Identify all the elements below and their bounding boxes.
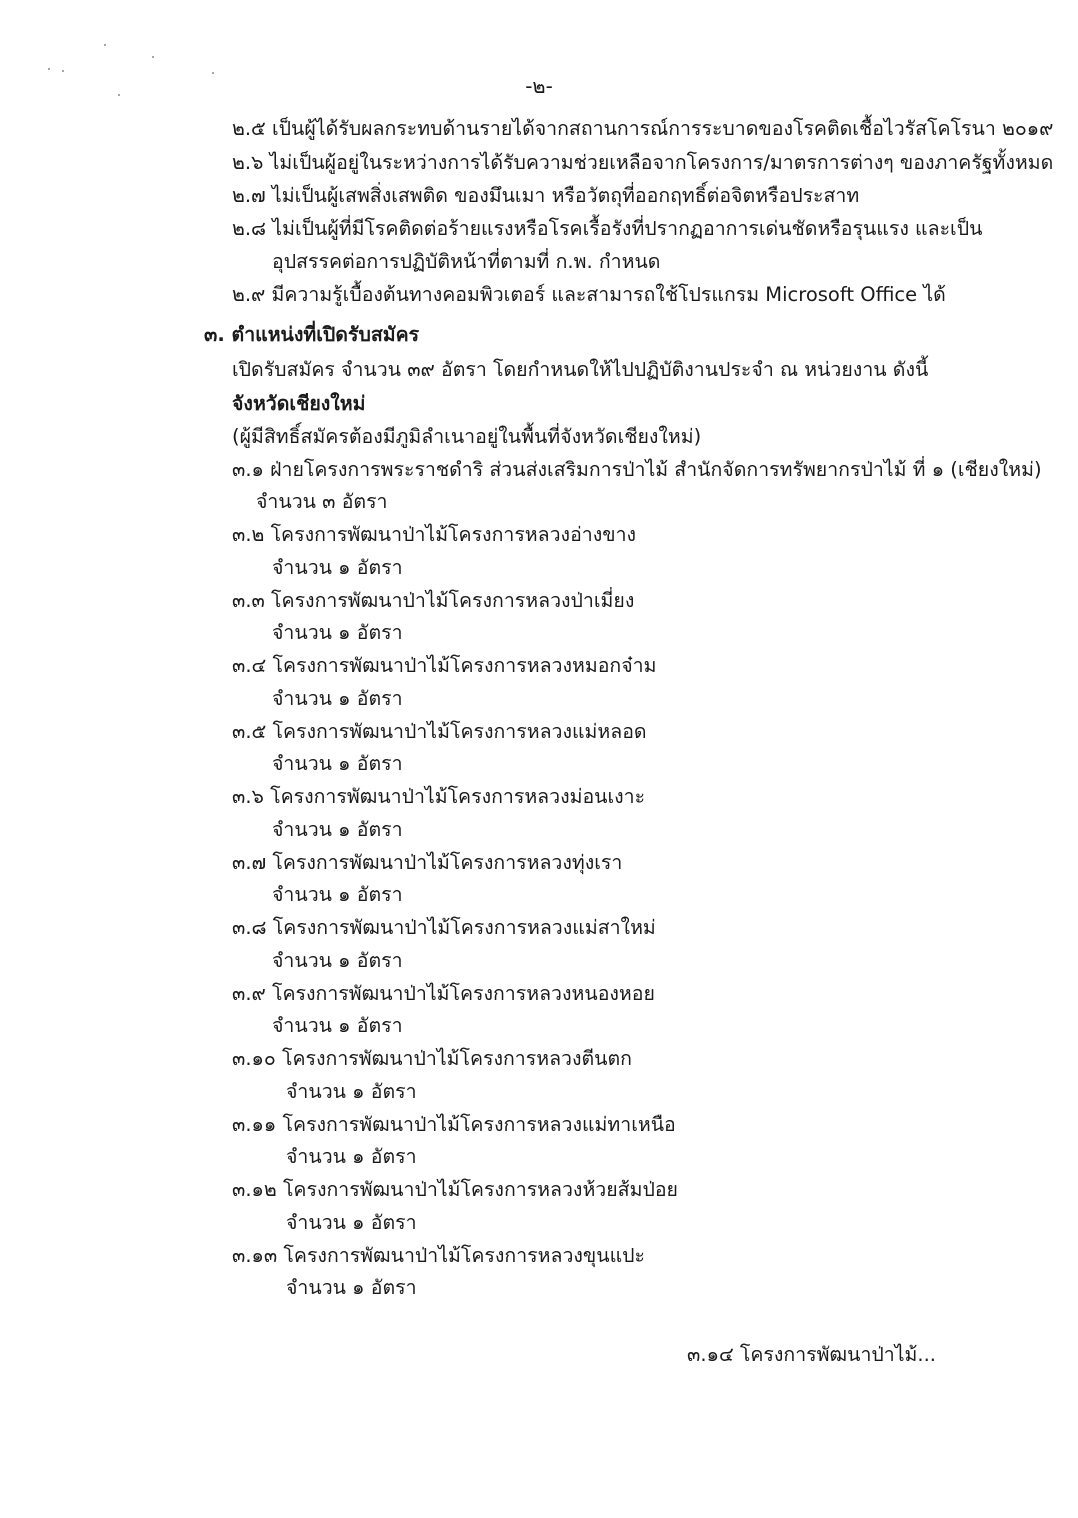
position-title: ๓.๗ โครงการพัฒนาป่าไม้โครงการหลวงทุ่งเรา [232,851,623,874]
position-count: จำนวน ๑ อัตรา [272,1014,403,1037]
qualification-item-continued: อุปสรรคต่อการปฏิบัติหน้าที่ตามที่ ก.พ. กำหนด [272,250,661,273]
continuation-reference: ๓.๑๔ โครงการพัฒนาป่าไม้... [687,1343,936,1366]
position-title: ๓.๔ โครงการพัฒนาป่าไม้โครงการหลวงหมอกจ๋าม [232,654,657,677]
position-count: จำนวน ๑ อัตรา [272,687,403,710]
qualification-item: ๒.๘ ไม่เป็นผู้ที่มีโรคติดต่อร้ายแรงหรือโรคเรื้อรังที่ปรากฏอาการเด่นชัดหรือรุนแรง และเป็น [232,217,983,240]
position-count: จำนวน ๓ อัตรา [256,490,388,513]
position-title: ๓.๑๐ โครงการพัฒนาป่าไม้โครงการหลวงตีนตก [232,1047,632,1070]
position-title: ๓.๑ ฝ่ายโครงการพระราชดำริ ส่วนส่งเสริมการป่าไม้ สำนักจัดการทรัพยากรป่าไม้ ที่ ๑ (เชียงใหม่) [232,458,1042,481]
position-title: ๓.๑๒ โครงการพัฒนาป่าไม้โครงการหลวงห้วยส้มป่อย [232,1178,678,1201]
qualification-item: ๒.๖ ไม่เป็นผู้อยู่ในระหว่างการได้รับความช่วยเหลือจากโครงการ/มาตรการต่างๆ ของภาครัฐทั้งหมด [232,151,1054,174]
position-count: จำนวน ๑ อัตรา [272,883,403,906]
position-count: จำนวน ๑ อัตรา [286,1145,417,1168]
position-count: จำนวน ๑ อัตรา [286,1211,417,1234]
page-number: -๒- [525,74,553,98]
position-count: จำนวน ๑ อัตรา [272,556,403,579]
position-count: จำนวน ๑ อัตรา [286,1080,417,1103]
position-title: ๓.๑๑ โครงการพัฒนาป่าไม้โครงการหลวงแม่ทาเหนือ [232,1113,676,1136]
scan-speck [152,56,154,58]
position-title: ๓.๘ โครงการพัฒนาป่าไม้โครงการหลวงแม่สาใหม่ [232,916,656,939]
position-title: ๓.๙ โครงการพัฒนาป่าไม้โครงการหลวงหนองหอย [232,982,655,1005]
position-title: ๓.๓ โครงการพัฒนาป่าไม้โครงการหลวงป่าเมี่ยง [232,589,635,612]
position-count: จำนวน ๑ อัตรา [272,621,403,644]
position-count: จำนวน ๑ อัตรา [272,949,403,972]
position-title: ๓.๒ โครงการพัฒนาป่าไม้โครงการหลวงอ่างขาง [232,523,637,546]
qualification-item: ๒.๗ ไม่เป็นผู้เสพสิ่งเสพติด ของมึนเมา หรือวัตถุที่ออกฤทธิ์ต่อจิตหรือประสาท [232,184,860,207]
province-heading: จังหวัดเชียงใหม่ [232,392,366,415]
qualification-item: ๒.๕ เป็นผู้ได้รับผลกระทบด้านรายได้จากสถานการณ์การระบาดของโรคติดเชื้อไวรัสโคโรนา ๒๐๑๙ [232,117,1054,140]
section-heading: ๓. ตำแหน่งที่เปิดรับสมัคร [204,323,420,346]
position-count: จำนวน ๑ อัตรา [286,1276,417,1299]
scan-speck [104,44,106,46]
position-title: ๓.๑๓ โครงการพัฒนาป่าไม้โครงการหลวงขุนแปะ [232,1244,646,1267]
position-count: จำนวน ๑ อัตรา [272,752,403,775]
section-intro: เปิดรับสมัคร จำนวน ๓๙ อัตรา โดยกำหนดให้ไปปฏิบัติงานประจำ ณ หน่วยงาน ดังนี้ [232,358,929,381]
position-count: จำนวน ๑ อัตรา [272,818,403,841]
position-title: ๓.๕ โครงการพัฒนาป่าไม้โครงการหลวงแม่หลอด [232,720,647,743]
position-title: ๓.๖ โครงการพัฒนาป่าไม้โครงการหลวงม่อนเงาะ [232,785,646,808]
qualification-item: ๒.๙ มีความรู้เบื้องต้นทางคอมพิวเตอร์ และสามารถใช้โปรแกรม Microsoft Office ได้ [232,283,946,306]
province-note: (ผู้มีสิทธิ์สมัครต้องมีภูมิลำเนาอยู่ในพื้นที่จังหวัดเชียงใหม่) [232,425,702,448]
